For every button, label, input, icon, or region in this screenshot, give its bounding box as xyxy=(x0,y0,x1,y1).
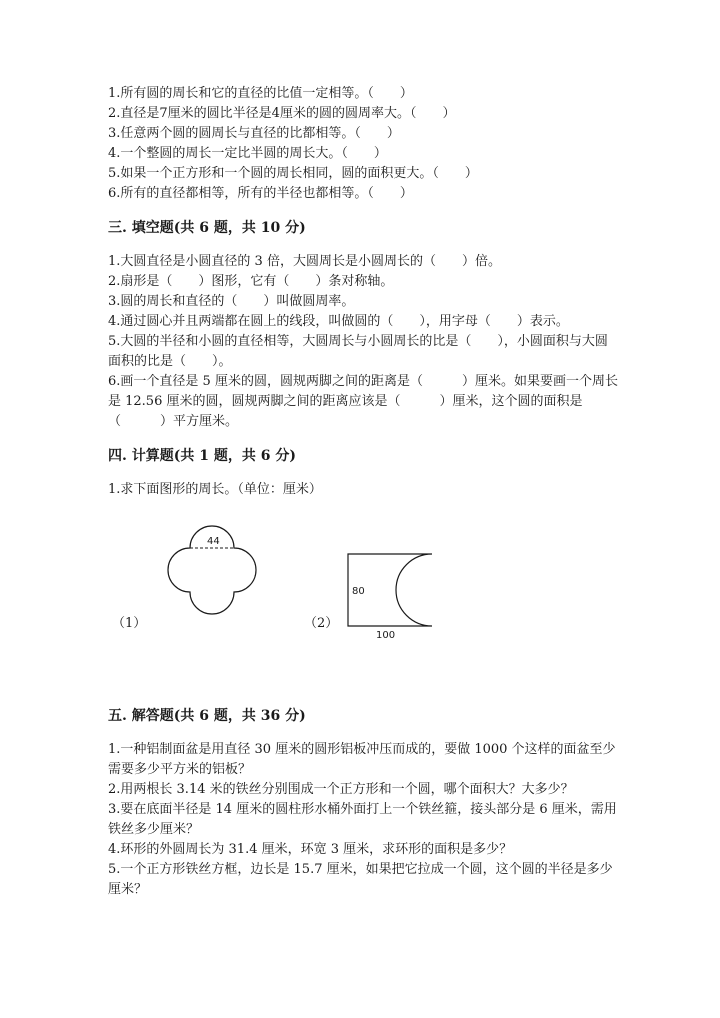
tf-item-1: 1.所有圆的周长和它的直径的比值一定相等。（ ） xyxy=(108,86,413,101)
fill-item-6: 6.画一个直径是 5 厘米的圆，圆规两脚之间的距离是（ ）厘米。如果要画一个周长是 12.56 厘米的圆，圆规两脚之间的距离应该是（ ）厘米，这个圆的面积是（ ）平方厘米。 xyxy=(108,374,618,429)
fill-blank-list xyxy=(108,252,618,432)
tf-item-3: 3.任意两个圆的圆周长与直径的比都相等。（ ） xyxy=(108,126,400,141)
section5-heading: 五. 解答题(共 6 题，共 36 分) xyxy=(108,708,306,724)
fill-item-5: 5.大圆的半径和小圆的直径相等，大圆周长与小圆周长的比是（ ），小圆面积与大圆面积的比是（ ）。 xyxy=(108,334,608,369)
problem-item-1: 1.一种铝制面盆是用直径 30 厘米的圆形铝板冲压而成的，要做 1000 个这样的面盆至少需要多少平方米的铝板？ xyxy=(108,742,616,777)
worksheet-page xyxy=(108,84,618,900)
section3-heading: 三. 填空题(共 6 题，共 10 分) xyxy=(108,220,306,236)
figure2-height: 80 xyxy=(352,586,365,597)
section4-heading: 四. 计算题(共 1 题，共 6 分) xyxy=(108,448,296,464)
figure2-width: 100 xyxy=(376,630,396,641)
fill-item-4: 4.通过圆心并且两端都在圆上的线段，叫做圆的（ ），用字母（ ）表示。 xyxy=(108,314,569,329)
tf-item-4: 4.一个整圆的周长一定比半圆的周长大。（ ） xyxy=(108,146,387,161)
problem-item-2: 2.用两根长 3.14 米的铁丝分别围成一个正方形和一个圆，哪个面积大？大多少？ xyxy=(108,782,574,797)
fill-item-1: 1.大圆直径是小圆直径的 3 倍，大圆周长是小圆周长的（ ）倍。 xyxy=(108,254,501,269)
fill-item-3: 3.圆的周长和直径的（ ）叫做圆周率。 xyxy=(108,294,355,309)
problem-item-3: 3.要在底面半径是 14 厘米的圆柱形水桶外面打上一个铁丝箍，接头部分是 6 厘米，需用铁丝多少厘米？ xyxy=(108,802,617,837)
word-problem-list xyxy=(108,740,618,900)
perimeter-figures xyxy=(108,510,618,690)
figure1-dimension: 44 xyxy=(207,536,220,547)
tf-item-2: 2.直径是7厘米的圆比半径是4厘米的圆的圆周率大。（ ） xyxy=(108,106,456,121)
calc-question: 1.求下面图形的周长。（单位：厘米） xyxy=(108,482,322,497)
figure2-label: （2） xyxy=(304,616,339,631)
figures-svg xyxy=(108,510,618,690)
true-false-list xyxy=(108,84,618,204)
problem-item-5: 5.一个正方形铁丝方框，边长是 15.7 厘米，如果把它拉成一个圆，这个圆的半径是多少厘米？ xyxy=(108,862,613,897)
problem-item-4: 4.环形的外圆周长为 31.4 厘米，环宽 3 厘米，求环形的面积是多少？ xyxy=(108,842,513,857)
tf-item-6: 6.所有的直径都相等，所有的半径也都相等。（ ） xyxy=(108,186,413,201)
tf-item-5: 5.如果一个正方形和一个圆的周长相同，圆的面积更大。（ ） xyxy=(108,166,478,181)
fill-item-2: 2.扇形是（ ）图形，它有（ ）条对称轴。 xyxy=(108,274,394,289)
figure1-label: （1） xyxy=(112,616,147,631)
